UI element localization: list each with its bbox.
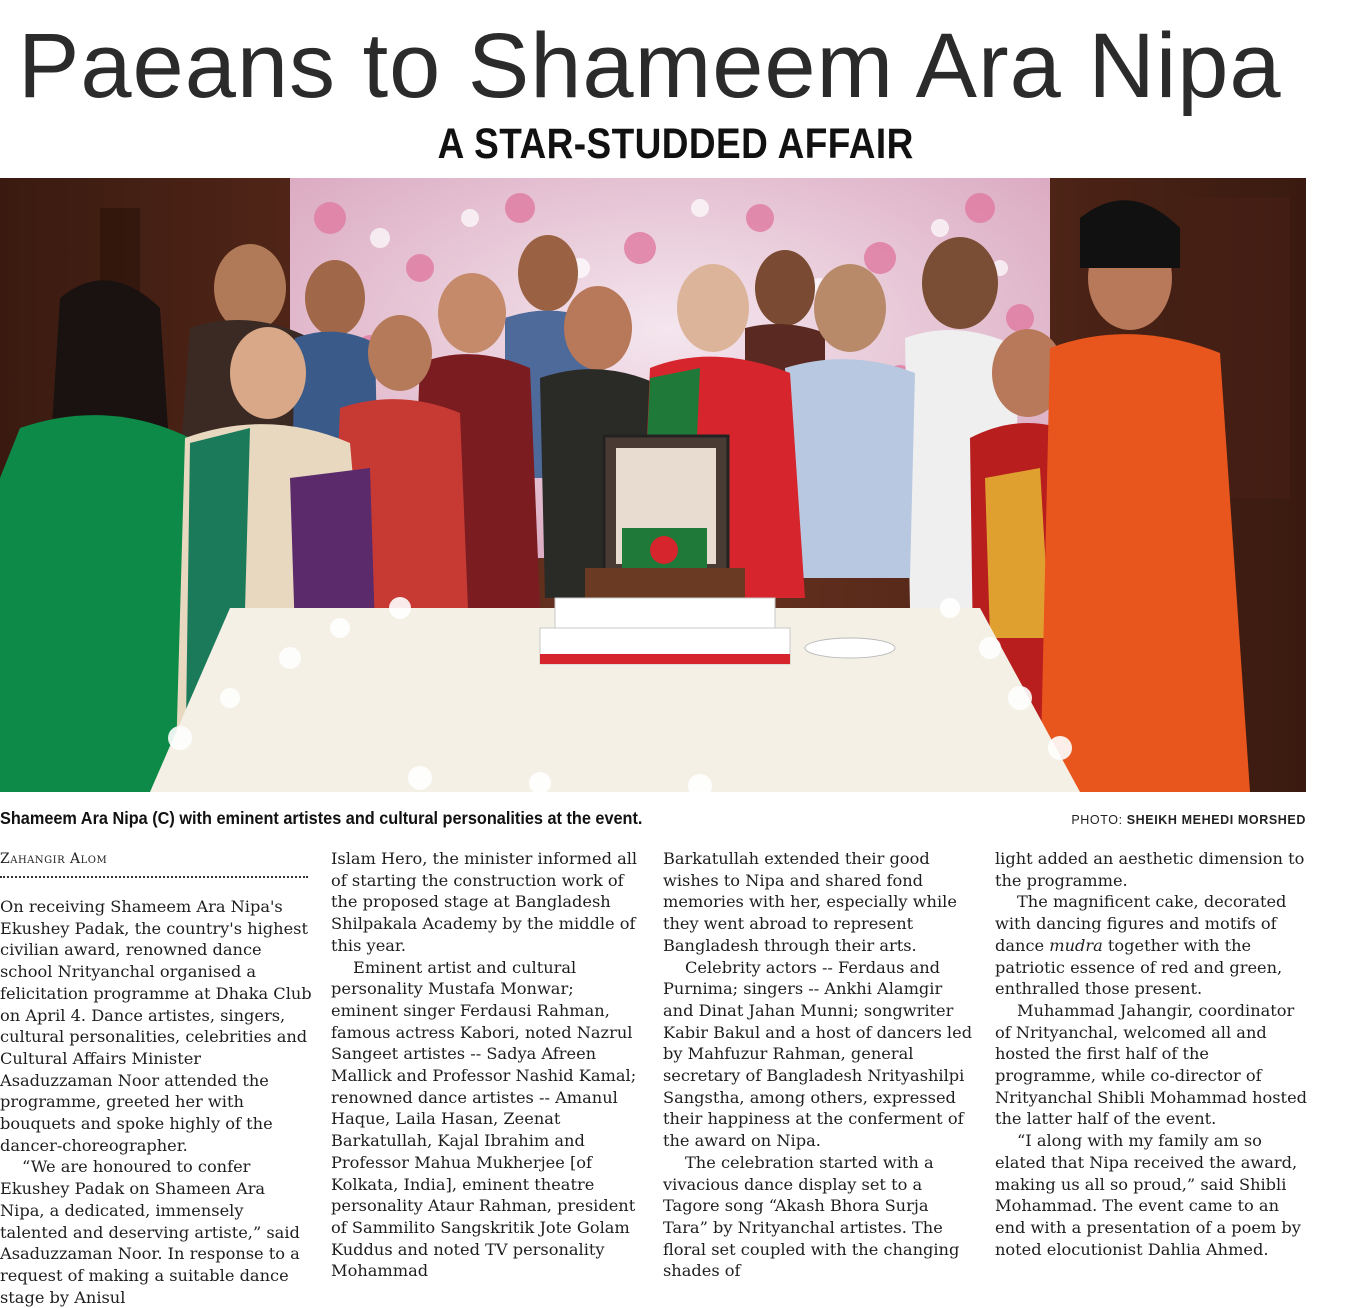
paragraph: Eminent artist and cultural personality Mustafa Monwar; eminent singer Ferdausi Rahman, famous actress Kabori, noted Nazrul Sangeet artistes -- Sadya Afreen Mallick and Professor Nashid Kamal; renowned dance artistes -- Amanul Haque, Laila Hasan, Zeenat Barkatullah, Kajal Ibrahim and Professor Mahua Mukherjee [of Kolkata, India], eminent theatre personality Ataur Rahman, president of Sammilito Sangskritik Jote Golam Kuddus and noted TV personality Mohammad bbox=[331, 957, 637, 1281]
paragraph: “We are honoured to confer Ekushey Padak on Shameen Ara Nipa, a dedicated, immensely talented and deserving artiste,” said Asaduzzaman Noor. In response to a request of making a suitable dance stage by Anisul bbox=[0, 1157, 300, 1307]
article-column-3 bbox=[663, 848, 975, 1282]
photo-credit-name: SHEIKH MEHEDI MORSHED bbox=[1126, 813, 1306, 827]
paragraph: Celebrity actors -- Ferdaus and Purnima; singers -- Ankhi Alamgir and Dinat Jahan Munni; songwriter Kabir Bakul and a host of dancers led by Mahfuzur Rahman, general secretary of Bangladesh Nrityashilpi Sangstha, among others, expressed their happiness at the conferment of the award on Nipa. bbox=[663, 957, 973, 1151]
paragraph: Islam Hero, the minister informed all of starting the construction work of the proposed stage at Bangladesh Shilpakala Academy by the middle of this year. bbox=[331, 849, 638, 955]
article-column-2 bbox=[331, 848, 643, 1282]
paragraph: Muhammad Jahangir, coordinator of Nrityanchal, welcomed all and hosted the first half of the programme, while co-director of Nrityanchal Shibli Mohammad hosted the latter half of the event. bbox=[995, 1000, 1308, 1129]
italic-term: mudra bbox=[1049, 935, 1103, 955]
paragraph: On receiving Shameem Ara Nipa's Ekushey Padak, the country's highest civilian award, renowned dance school Nrityanchal organised a felicitation programme at Dhaka Club on April 4. Dance artistes, singers, cultural personalities, celebrities and Cultural Affairs Minister Asaduzzaman Noor attended the programme, greeted her with bouquets and spoke highly of the dancer-choreographer. bbox=[0, 897, 312, 1155]
text-run: The magnificent cake, decorated with dancing figures and motifs of dance bbox=[995, 892, 1287, 955]
headline: Paeans to Shameem Ara Nipa bbox=[18, 15, 1282, 117]
paragraph bbox=[995, 891, 1307, 1000]
article-column-4 bbox=[995, 848, 1307, 1260]
photo-caption: Shameem Ara Nipa (C) with eminent artistes and cultural personalities at the event. bbox=[0, 808, 643, 828]
event-photo bbox=[0, 178, 1306, 792]
photo-credit bbox=[1071, 810, 1306, 830]
text-run: together with the patriotic essence of red and green, enthralled those present. bbox=[995, 935, 1283, 999]
photo-credit-prefix: PHOTO: bbox=[1071, 813, 1123, 827]
paragraph: “I along with my family am so elated that Nipa received the award, making us all so proud,” said Shibli Mohammad. The event came to an end with a presentation of a poem by noted elocutionist Dahlia Ahmed. bbox=[995, 1131, 1301, 1259]
event-photo-illustration bbox=[0, 178, 1306, 792]
paragraph: Barkatullah extended their good wishes to Nipa and shared fond memories with her, especially while they went abroad to represent Bangladesh through their arts. bbox=[663, 849, 957, 955]
byline: Zahangir Alom bbox=[0, 851, 108, 867]
article-column-1 bbox=[0, 896, 312, 1308]
paragraph: light added an aesthetic dimension to the programme. bbox=[995, 849, 1305, 890]
kicker: A STAR-STUDDED AFFAIR bbox=[437, 120, 914, 168]
paragraph: The celebration started with a vivacious dance display set to a Tagore song “Akash Bhora Surja Tara” by Nrityanchal artistes. The floral set coupled with the changing shades of bbox=[663, 1152, 960, 1281]
byline-divider bbox=[0, 876, 308, 878]
